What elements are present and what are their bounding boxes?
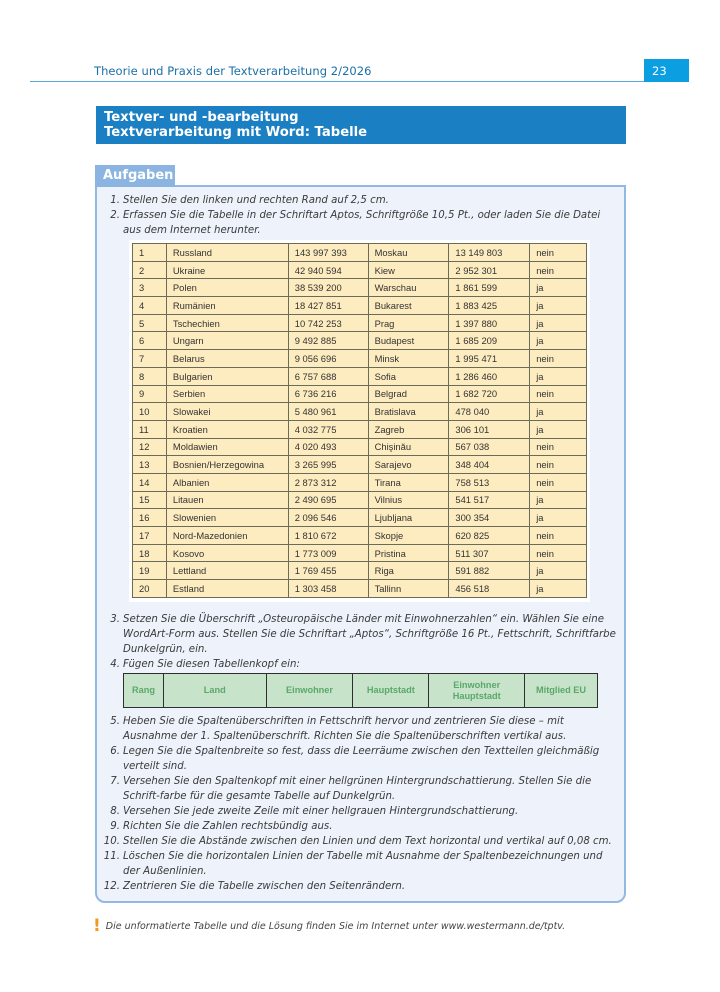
section-heading xyxy=(96,106,626,144)
table-cell: 10 742 253 xyxy=(288,314,368,332)
table-cell: 620 825 xyxy=(449,527,530,545)
table-cell: 11 xyxy=(133,420,167,438)
table-row xyxy=(133,420,587,438)
table-cell: 6 757 688 xyxy=(288,367,368,385)
table-cell: Litauen xyxy=(166,491,288,509)
table-cell: Warschau xyxy=(368,279,449,297)
table-cell: 456 518 xyxy=(449,580,530,598)
table-cell: 18 xyxy=(133,544,167,562)
task-item: 2. Erfassen Sie die Tabelle in der Schriftart Aptos, Schriftgröße 10,5 Pt., oder laden Sie die Datei aus dem Internet herunter. xyxy=(110,210,601,236)
table-row xyxy=(133,261,587,279)
table-cell: Lettland xyxy=(166,562,288,580)
table-row xyxy=(133,473,587,491)
table-cell: Bratislava xyxy=(368,403,449,421)
table-cell: Skopje xyxy=(368,527,449,545)
table-cell: ja xyxy=(530,420,587,438)
table-cell: nein xyxy=(530,244,587,262)
table-cell: Chişinău xyxy=(368,438,449,456)
table-cell: 478 040 xyxy=(449,403,530,421)
table-cell: Vilnius xyxy=(368,491,449,509)
table-row xyxy=(133,456,587,474)
task-item: 5. Heben Sie die Spaltenüberschriften in Fettschrift hervor und zentrieren Sie diese – mit Ausnahme der 1. Spaltenüberschrift. Richten Sie die Spaltenüberschriften vertikal aus. xyxy=(110,716,567,742)
table-cell: 10 xyxy=(133,403,167,421)
table-cell: 1 769 455 xyxy=(288,562,368,580)
table-cell: Albanien xyxy=(166,473,288,491)
header-cell-einwohner: Einwohner xyxy=(266,674,353,708)
table-cell: 3 265 995 xyxy=(288,456,368,474)
table-cell: Tirana xyxy=(368,473,449,491)
table-cell: 1 286 460 xyxy=(449,367,530,385)
footnote xyxy=(93,914,565,934)
table-row xyxy=(133,562,587,580)
table-cell: Slowenien xyxy=(166,509,288,527)
table-cell: ja xyxy=(530,332,587,350)
table-cell: 9 xyxy=(133,385,167,403)
table-cell: Polen xyxy=(166,279,288,297)
table-cell: Zagreb xyxy=(368,420,449,438)
table-cell: 2 873 312 xyxy=(288,473,368,491)
table-row xyxy=(133,385,587,403)
table-cell: 2 xyxy=(133,261,167,279)
table-cell: Serbien xyxy=(166,385,288,403)
table-cell: 541 517 xyxy=(449,491,530,509)
running-header xyxy=(30,59,660,82)
table-row xyxy=(133,544,587,562)
table-cell: Bulgarien xyxy=(166,367,288,385)
task-item: 9. Richten Sie die Zahlen rechtsbündig aus. xyxy=(110,821,333,832)
table-cell: 1 861 599 xyxy=(449,279,530,297)
table-cell: nein xyxy=(530,473,587,491)
running-title: Theorie und Praxis der Textverarbeitung 2/2026 xyxy=(94,64,372,78)
header-cell-rang: Rang xyxy=(124,674,164,708)
table-cell: 18 427 851 xyxy=(288,297,368,315)
table-cell: Nord-Mazedonien xyxy=(166,527,288,545)
table-row xyxy=(133,367,587,385)
table-cell: Belarus xyxy=(166,350,288,368)
table-cell: 3 xyxy=(133,279,167,297)
table-cell: 306 101 xyxy=(449,420,530,438)
table-cell: nein xyxy=(530,350,587,368)
table-cell: 567 038 xyxy=(449,438,530,456)
table-cell: 14 xyxy=(133,473,167,491)
table-cell: ja xyxy=(530,279,587,297)
table-cell: 143 997 393 xyxy=(288,244,368,262)
table-row xyxy=(133,350,587,368)
table-cell: nein xyxy=(530,438,587,456)
table-cell: 300 354 xyxy=(449,509,530,527)
country-table xyxy=(132,243,587,598)
table-cell: Minsk xyxy=(368,350,449,368)
task-item: 10. Stellen Sie die Abstände zwischen den Linien und dem Text horizontal und vertikal auf 0,08 cm. xyxy=(103,836,612,847)
table-cell: 17 xyxy=(133,527,167,545)
task-list-part-2 xyxy=(106,612,616,672)
header-cell-hauptstadt: Hauptstadt xyxy=(353,674,429,708)
table-cell: 511 307 xyxy=(449,544,530,562)
table-cell: 5 xyxy=(133,314,167,332)
table-cell: nein xyxy=(530,527,587,545)
country-table-wrapper xyxy=(129,240,590,602)
table-header-example xyxy=(123,673,598,708)
table-cell: 591 882 xyxy=(449,562,530,580)
table-row xyxy=(133,279,587,297)
table-cell: 13 149 803 xyxy=(449,244,530,262)
table-cell: 1 773 009 xyxy=(288,544,368,562)
table-cell: 42 940 594 xyxy=(288,261,368,279)
header-cell-land: Land xyxy=(163,674,266,708)
table-cell: Sofia xyxy=(368,367,449,385)
table-cell: Prag xyxy=(368,314,449,332)
section-heading-line-1: Textver- und -bearbeitung xyxy=(104,110,299,125)
table-cell: Bosnien/Herzegowina xyxy=(166,456,288,474)
table-cell: Ungarn xyxy=(166,332,288,350)
task-item: 1. Stellen Sie den linken und rechten Rand auf 2,5 cm. xyxy=(110,195,389,206)
exclamation-icon: ! xyxy=(93,916,101,936)
table-cell: Kiew xyxy=(368,261,449,279)
table-cell: ja xyxy=(530,367,587,385)
table-cell: Ukraine xyxy=(166,261,288,279)
task-item: 12. Zentrieren Sie die Tabelle zwischen den Seitenrändern. xyxy=(103,881,406,892)
table-cell: nein xyxy=(530,261,587,279)
table-cell: Slowakei xyxy=(166,403,288,421)
table-cell: Moldawien xyxy=(166,438,288,456)
table-cell: 1 303 458 xyxy=(288,580,368,598)
table-cell: 1 810 672 xyxy=(288,527,368,545)
section-heading-line-2: Textverarbeitung mit Word: Tabelle xyxy=(104,125,368,140)
table-cell: 348 404 xyxy=(449,456,530,474)
task-list-part-3 xyxy=(103,714,616,894)
table-cell: Sarajevo xyxy=(368,456,449,474)
table-row xyxy=(133,438,587,456)
table-cell: ja xyxy=(530,562,587,580)
table-cell: Moskau xyxy=(368,244,449,262)
page-number: 23 xyxy=(644,59,689,82)
table-row xyxy=(133,297,587,315)
table-cell: Budapest xyxy=(368,332,449,350)
table-row xyxy=(133,332,587,350)
table-cell: ja xyxy=(530,297,587,315)
task-item: 4. Fügen Sie diesen Tabellenkopf ein: xyxy=(110,659,300,670)
table-cell: 1 883 425 xyxy=(449,297,530,315)
table-cell: Kosovo xyxy=(166,544,288,562)
table-cell: 758 513 xyxy=(449,473,530,491)
table-cell: 4 xyxy=(133,297,167,315)
table-cell: nein xyxy=(530,456,587,474)
table-cell: Bukarest xyxy=(368,297,449,315)
table-cell: 9 492 885 xyxy=(288,332,368,350)
table-row xyxy=(133,527,587,545)
table-cell: Kroatien xyxy=(166,420,288,438)
task-item: 6. Legen Sie die Spaltenbreite so fest, dass die Leerräume zwischen den Textteilen gleichmäßig verteilt sind. xyxy=(110,746,600,772)
table-cell: ja xyxy=(530,491,587,509)
table-cell: 16 xyxy=(133,509,167,527)
table-cell: 2 952 301 xyxy=(449,261,530,279)
table-cell: ja xyxy=(530,314,587,332)
table-cell: Pristina xyxy=(368,544,449,562)
task-item: 8. Versehen Sie jede zweite Zeile mit einer hellgrauen Hintergrundschattierung. xyxy=(110,806,519,817)
table-cell: 15 xyxy=(133,491,167,509)
table-cell: Tschechien xyxy=(166,314,288,332)
table-cell: nein xyxy=(530,544,587,562)
table-cell: 7 xyxy=(133,350,167,368)
table-cell: Tallinn xyxy=(368,580,449,598)
table-cell: 38 539 200 xyxy=(288,279,368,297)
table-cell: 6 736 216 xyxy=(288,385,368,403)
table-cell: 1 685 209 xyxy=(449,332,530,350)
table-row xyxy=(133,491,587,509)
tasks-tab-label: Aufgaben xyxy=(95,165,175,187)
table-cell: 4 032 775 xyxy=(288,420,368,438)
table-row xyxy=(133,244,587,262)
header-cell-einwohner-hauptstadt: Einwohner Hauptstadt xyxy=(429,674,525,708)
table-cell: 5 480 961 xyxy=(288,403,368,421)
table-cell: 1 xyxy=(133,244,167,262)
table-cell: 4 020 493 xyxy=(288,438,368,456)
table-cell: ja xyxy=(530,403,587,421)
task-item: 11. Löschen Sie die horizontalen Linien der Tabelle mit Ausnahme der Spaltenbezeichnungen und der Außenlinien. xyxy=(103,851,603,877)
table-cell: 1 995 471 xyxy=(449,350,530,368)
table-cell: Russland xyxy=(166,244,288,262)
footnote-text: Die unformatierte Tabelle und die Lösung finden Sie im Internet unter www.westermann.de/tptv. xyxy=(105,921,566,932)
header-cell-mitglied-eu: Mitglied EU xyxy=(525,674,598,708)
table-row xyxy=(133,580,587,598)
table-cell: Riga xyxy=(368,562,449,580)
task-item: 3. Setzen Sie die Überschrift „Osteuropäische Länder mit Einwohnerzahlen“ ein. Wählen Sie eine WordArt-Form aus. Stellen Sie die Schriftart „Aptos“, Schriftgröße 16 Pt., Fettschrift, Schriftfarbe Dunkelgrün, ein. xyxy=(110,614,616,655)
table-cell: Ljubljana xyxy=(368,509,449,527)
table-cell: Belgrad xyxy=(368,385,449,403)
task-item: 7. Versehen Sie den Spaltenkopf mit einer hellgrünen Hintergrundschattierung. Stellen Sie die Schrift-farbe für die gesamte Tabelle auf Dunkelgrün. xyxy=(110,776,592,802)
table-cell: 8 xyxy=(133,367,167,385)
table-cell: 9 056 696 xyxy=(288,350,368,368)
table-row xyxy=(133,403,587,421)
task-list-part-1 xyxy=(106,193,616,238)
table-cell: 1 682 720 xyxy=(449,385,530,403)
table-cell: 2 096 546 xyxy=(288,509,368,527)
table-row xyxy=(133,314,587,332)
table-cell: 1 397 880 xyxy=(449,314,530,332)
table-cell: 2 490 695 xyxy=(288,491,368,509)
table-cell: nein xyxy=(530,385,587,403)
table-row xyxy=(133,509,587,527)
table-cell: Estland xyxy=(166,580,288,598)
table-cell: ja xyxy=(530,509,587,527)
table-cell: 19 xyxy=(133,562,167,580)
table-cell: Rumänien xyxy=(166,297,288,315)
table-cell: 6 xyxy=(133,332,167,350)
table-cell: 13 xyxy=(133,456,167,474)
table-cell: 12 xyxy=(133,438,167,456)
table-cell: ja xyxy=(530,580,587,598)
table-cell: 20 xyxy=(133,580,167,598)
